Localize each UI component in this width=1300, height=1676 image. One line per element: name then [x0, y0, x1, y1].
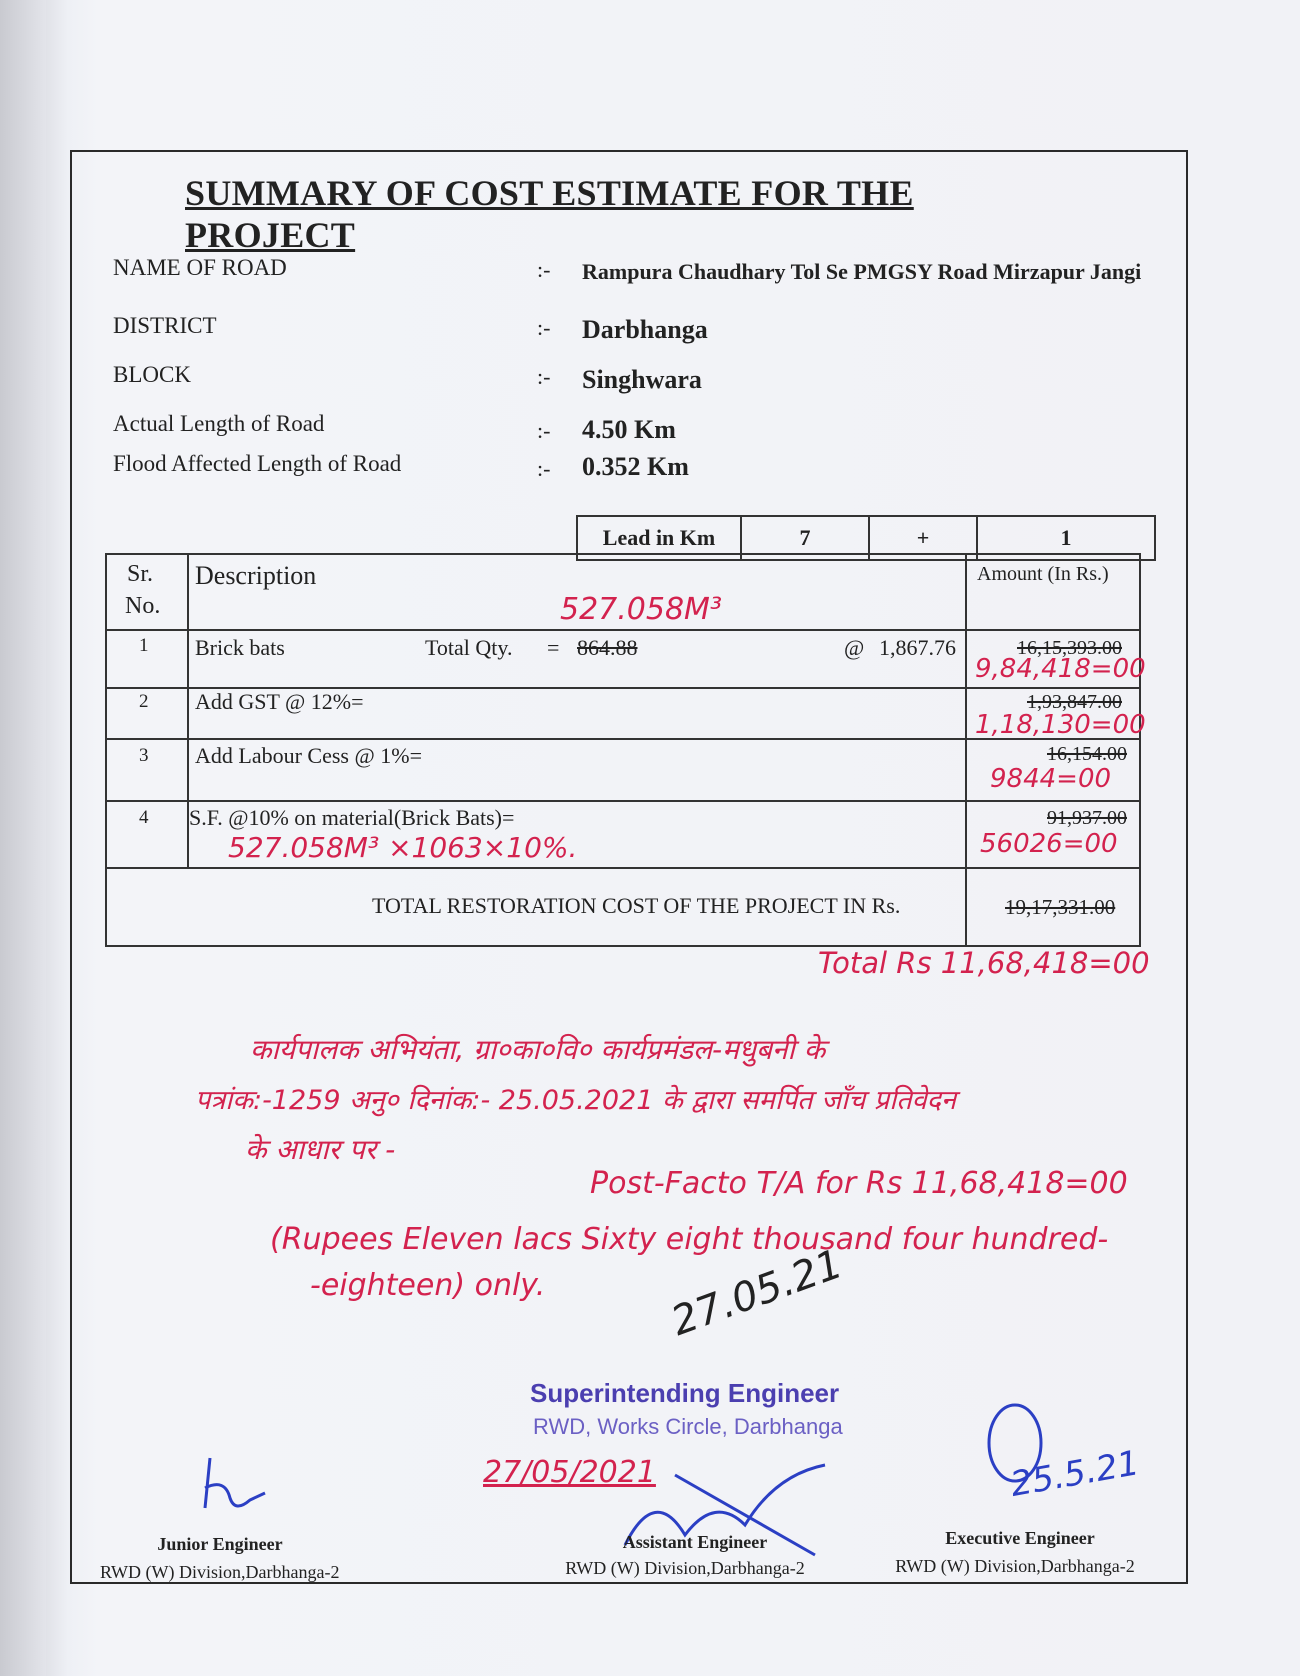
- row-1-desc: Brick bats: [195, 635, 285, 660]
- stamp-line-1: Superintending Engineer: [530, 1378, 840, 1408]
- binding-edge: [0, 0, 46, 1676]
- value-road-name: Rampura Chaudhary Tol Se PMGSY Road Mirzapur Jangi: [582, 259, 1142, 284]
- divider: [965, 555, 967, 945]
- ae-signature-date: 27/05/2021: [483, 1455, 656, 1490]
- value-district: Darbhanga: [582, 315, 708, 344]
- handwritten-hindi-line-1: कार्यपालक अभियंता, ग्रा०का०वि० कार्यप्रमंडल-मधुबनी के: [250, 1033, 826, 1066]
- header-amount: Amount (In Rs.): [977, 563, 1109, 585]
- divider: [107, 629, 1139, 631]
- header-sr: Sr.: [127, 561, 154, 587]
- row-1-qty: 864.88: [577, 635, 638, 660]
- row-1-at: @: [844, 635, 865, 660]
- label-block: BLOCK: [113, 362, 191, 387]
- sig-office-junior: RWD (W) Division,Darbhanga-2: [100, 1562, 340, 1582]
- ee-signature-date: 25.5.21: [1007, 1443, 1143, 1505]
- label-road-name: NAME OF ROAD: [113, 255, 287, 280]
- handwritten-amount-4: 56026=00: [980, 829, 1118, 859]
- row-2-amount: 1,93,847.00: [1027, 691, 1122, 713]
- row-1-eq: =: [547, 635, 560, 660]
- label-flood-length: Flood Affected Length of Road: [113, 451, 402, 476]
- handwritten-rupees-words-1: (Rupees Eleven lacs Sixty eight thousand four hundred-: [270, 1222, 1109, 1257]
- row-3-desc: Add Labour Cess @ 1%=: [195, 743, 422, 768]
- label-actual-length: Actual Length of Road: [113, 411, 325, 436]
- lead-value-a: 7: [741, 516, 869, 560]
- sig-title-junior: Junior Engineer: [157, 1534, 283, 1554]
- sig-title-assistant: Assistant Engineer: [622, 1532, 768, 1552]
- header-no: No.: [125, 593, 161, 619]
- sig-title-executive: Executive Engineer: [945, 1528, 1095, 1548]
- page-title: SUMMARY OF COST ESTIMATE FOR THE PROJECT: [185, 173, 914, 255]
- lead-label: Lead in Km: [577, 516, 741, 560]
- handwritten-total: Total Rs 11,68,418=00: [818, 946, 1150, 980]
- se-signature-date: 27.05.21: [665, 1240, 849, 1346]
- separator: :-: [537, 364, 551, 389]
- divider: [107, 800, 1139, 802]
- row-2-sr: 2: [139, 691, 149, 712]
- row-1-rate: 1,867.76: [879, 635, 956, 660]
- stamp-line-2: RWD, Works Circle, Darbhanga: [533, 1414, 843, 1439]
- sig-office-assistant: RWD (W) Division,Darbhanga-2: [565, 1558, 805, 1578]
- lead-value-b: 1: [977, 516, 1155, 560]
- handwritten-hindi-line-2: पत्रांक:-1259 अनु० दिनांक:- 25.05.2021 के द्वारा समर्पित जाँच प्रतिवेदन: [195, 1085, 956, 1116]
- lead-plus: +: [869, 516, 977, 560]
- handwritten-sf-note: 527.058M³ ×1063×10%.: [228, 831, 578, 864]
- sig-office-executive: RWD (W) Division,Darbhanga-2: [895, 1556, 1135, 1576]
- value-flood-length: 0.352 Km: [582, 452, 689, 481]
- row-4-desc: S.F. @10% on material(Brick Bats)=: [189, 805, 515, 830]
- separator: :-: [537, 418, 551, 443]
- junior-engineer-signature: [190, 1448, 280, 1528]
- label-district: DISTRICT: [113, 313, 217, 338]
- row-1-qty-label: Total Qty.: [425, 635, 513, 660]
- total-amount: 19,17,331.00: [1005, 895, 1116, 919]
- handwritten-amount-3: 9844=00: [990, 764, 1112, 794]
- handwritten-amount-1: 9,84,418=00: [975, 654, 1146, 684]
- row-3-amount: 16,154.00: [1047, 743, 1127, 765]
- separator: :-: [537, 315, 551, 340]
- header-description: Description: [195, 561, 317, 590]
- divider: [107, 867, 1139, 869]
- value-block: Singhwara: [582, 365, 702, 394]
- handwritten-amount-2: 1,18,130=00: [975, 710, 1146, 740]
- row-1-sr: 1: [139, 635, 149, 656]
- row-2-desc: Add GST @ 12%=: [195, 689, 364, 714]
- handwritten-hindi-line-3: के आधार पर -: [245, 1133, 396, 1166]
- separator: :-: [537, 456, 551, 481]
- row-3-sr: 3: [139, 745, 149, 766]
- separator: :-: [537, 257, 551, 282]
- handwritten-rupees-words-2: -eighteen) only.: [310, 1268, 546, 1303]
- handwritten-qty-correction: 527.058M³: [560, 592, 722, 627]
- total-label: TOTAL RESTORATION COST OF THE PROJECT IN Rs.: [372, 893, 901, 918]
- row-1-amount: 16,15,393.00: [1017, 637, 1122, 659]
- handwritten-post-facto: Post-Facto T/A for Rs 11,68,418=00: [590, 1166, 1128, 1201]
- row-4-sr: 4: [139, 807, 149, 828]
- value-actual-length: 4.50 Km: [582, 415, 676, 444]
- row-4-amount: 91,937.00: [1047, 807, 1127, 829]
